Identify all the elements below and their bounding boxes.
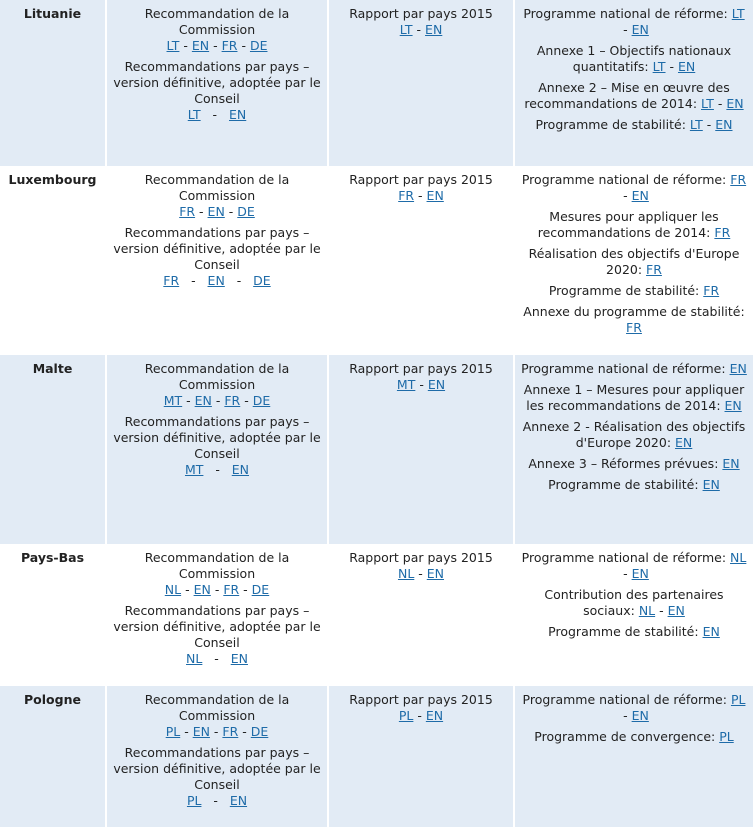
table-row [0, 355, 753, 544]
link-separator: - [619, 188, 632, 203]
language-links [165, 582, 269, 597]
language-links [722, 456, 739, 471]
document-label: Rapport par pays 2015 [349, 361, 493, 376]
document-label: Mesures pour appliquer les recommandations de 2014: [537, 209, 719, 240]
language-link-mt[interactable]: MT [163, 393, 183, 408]
language-links [186, 651, 248, 666]
link-separator: - [415, 377, 428, 392]
link-separator: - [702, 117, 716, 132]
document-label: Rapport par pays 2015 [349, 692, 493, 707]
language-link-mt[interactable]: MT [184, 462, 204, 477]
link-separator: - [619, 22, 632, 37]
document-entry [521, 172, 747, 204]
language-links [398, 188, 444, 203]
recommendations-cell [106, 544, 328, 686]
language-link-pl[interactable]: PL [186, 793, 202, 808]
language-link-en[interactable]: EN [722, 456, 740, 471]
language-links [703, 477, 720, 492]
language-link-de[interactable]: DE [251, 582, 270, 597]
link-separator: - [414, 566, 427, 581]
country-name: Pologne [0, 686, 106, 827]
table-row [0, 544, 753, 686]
national-programmes-cell [514, 166, 753, 355]
document-entry [113, 745, 321, 809]
language-link-pl[interactable]: PL [730, 692, 746, 707]
link-separator: - [240, 393, 253, 408]
language-links [703, 283, 719, 298]
language-link-fr[interactable]: FR [179, 204, 196, 219]
document-label: Recommandations par pays – version définitive, adoptée par le Conseil [113, 745, 321, 792]
document-label: Programme national de réforme: [521, 550, 731, 565]
language-link-fr[interactable]: FR [222, 724, 239, 739]
language-link-en[interactable]: EN [724, 398, 742, 413]
language-link-nl[interactable]: NL [730, 550, 747, 565]
language-link-en[interactable]: EN [715, 117, 733, 132]
language-link-en[interactable]: EN [631, 566, 649, 581]
country-name: Malte [0, 355, 106, 544]
language-link-en[interactable]: EN [191, 38, 210, 53]
document-entry [335, 172, 507, 204]
language-link-lt[interactable]: LT [652, 59, 666, 74]
link-separator: - [224, 273, 254, 288]
document-entry [335, 692, 507, 724]
language-link-lt[interactable]: LT [187, 107, 201, 122]
language-links [188, 107, 247, 122]
language-link-nl[interactable]: NL [638, 603, 656, 618]
link-separator: - [665, 59, 678, 74]
language-links [398, 566, 444, 581]
national-programmes-cell [514, 544, 753, 686]
language-link-en[interactable]: EN [427, 377, 446, 392]
link-separator: - [181, 582, 194, 597]
document-entry [113, 172, 321, 220]
country-name: Pays-Bas [0, 544, 106, 686]
language-link-en[interactable]: EN [426, 188, 444, 203]
language-link-fr[interactable]: FR [224, 393, 241, 408]
language-link-fr[interactable]: FR [730, 172, 747, 187]
document-label: Programme de stabilité: [548, 624, 703, 639]
language-link-de[interactable]: DE [250, 724, 269, 739]
language-link-de[interactable]: DE [237, 204, 255, 219]
language-links [626, 320, 642, 335]
link-separator: - [224, 204, 238, 219]
language-link-en[interactable]: EN [230, 651, 248, 666]
link-separator: - [201, 793, 230, 808]
language-link-en[interactable]: EN [231, 462, 250, 477]
document-entry [521, 283, 747, 299]
language-link-de[interactable]: DE [253, 273, 271, 288]
document-label: Annexe du programme de stabilité: [523, 304, 745, 319]
country-name: Lituanie [0, 0, 106, 166]
link-separator: - [414, 188, 427, 203]
language-link-mt[interactable]: MT [396, 377, 416, 392]
document-entry [335, 550, 507, 582]
link-separator: - [182, 393, 195, 408]
table-row [0, 0, 753, 166]
document-entry [521, 117, 747, 133]
table-row [0, 166, 753, 355]
recommendations-cell [106, 166, 328, 355]
document-entry [521, 550, 747, 582]
language-link-fr[interactable]: FR [221, 38, 238, 53]
document-label: Recommandation de la Commission [144, 550, 290, 581]
document-label: Programme national de réforme: [523, 6, 732, 21]
document-label: Annexe 1 – Mesures pour appliquer les recommandations de 2014: [523, 382, 745, 413]
language-link-lt[interactable]: LT [399, 22, 413, 37]
language-links [164, 393, 271, 408]
language-links [725, 398, 742, 413]
language-links [397, 377, 445, 392]
link-separator: - [412, 22, 426, 37]
language-link-en[interactable]: EN [675, 435, 693, 450]
document-label: Annexe 2 – Mise en œuvre des recommandations de 2014: [524, 80, 730, 111]
document-entry [335, 361, 507, 393]
link-separator: - [619, 708, 632, 723]
document-entry [521, 209, 747, 241]
document-label: Recommandations par pays – version définitive, adoptée par le Conseil [113, 603, 321, 650]
document-entry [113, 603, 321, 667]
document-entry [521, 304, 747, 336]
link-separator: - [413, 708, 426, 723]
link-separator: - [179, 38, 192, 53]
language-link-en[interactable]: EN [631, 188, 649, 203]
language-link-pl[interactable]: PL [398, 708, 414, 723]
language-link-lt[interactable]: LT [731, 6, 745, 21]
document-entry [113, 692, 321, 740]
language-link-en[interactable]: EN [194, 393, 212, 408]
language-links [714, 225, 730, 240]
document-label: Recommandations par pays – version définitive, adoptée par le Conseil [113, 414, 321, 461]
document-entry [521, 729, 747, 745]
language-link-nl[interactable]: NL [397, 566, 415, 581]
document-label: Réalisation des objectifs d'Europe 2020: [528, 246, 740, 277]
document-label: Recommandations par pays – version définitive, adoptée par le Conseil [113, 59, 321, 106]
document-entry [335, 6, 507, 38]
language-link-en[interactable]: EN [193, 582, 211, 597]
document-entry [113, 6, 321, 54]
document-label: Annexe 2 - Réalisation des objectifs d'Europe 2020: [522, 419, 746, 450]
recommendations-cell [106, 686, 328, 827]
document-label: Recommandation de la Commission [144, 6, 290, 37]
link-separator: - [209, 724, 223, 739]
document-entry [113, 550, 321, 598]
language-link-lt[interactable]: LT [701, 96, 714, 111]
language-link-pl[interactable]: PL [719, 729, 734, 744]
link-separator: - [238, 724, 251, 739]
country-report-cell [328, 166, 514, 355]
language-link-lt[interactable]: LT [689, 117, 703, 132]
country-report-cell [328, 686, 514, 827]
document-label: Programme national de réforme: [522, 692, 731, 707]
link-separator: - [200, 107, 229, 122]
language-links [400, 22, 443, 37]
document-entry [521, 382, 747, 414]
document-entry [521, 361, 747, 377]
document-entry [113, 361, 321, 409]
table-row [0, 686, 753, 827]
country-report-cell [328, 544, 514, 686]
document-label: Programme de stabilité: [548, 477, 703, 492]
document-entry [521, 477, 747, 493]
document-label: Rapport par pays 2015 [349, 6, 493, 21]
document-label: Programme national de réforme: [521, 172, 731, 187]
document-label: Programme de convergence: [534, 729, 720, 744]
language-links [730, 361, 747, 376]
link-separator: - [179, 273, 208, 288]
document-label: Annexe 1 – Objectifs nationaux quantitatifs: [536, 43, 732, 74]
language-link-en[interactable]: EN [729, 361, 747, 376]
link-separator: - [209, 38, 222, 53]
document-entry [521, 456, 747, 472]
document-entry [521, 6, 747, 38]
link-separator: - [202, 651, 231, 666]
national-programmes-cell [514, 355, 753, 544]
document-label: Rapport par pays 2015 [349, 172, 493, 187]
language-links [703, 624, 720, 639]
language-link-en[interactable]: EN [631, 708, 649, 723]
document-entry [113, 59, 321, 123]
link-separator: - [211, 393, 225, 408]
language-link-fr[interactable]: FR [223, 582, 240, 597]
language-link-en[interactable]: EN [207, 273, 225, 288]
language-link-en[interactable]: EN [726, 96, 744, 111]
national-programmes-cell [514, 686, 753, 827]
document-label: Programme de stabilité: [535, 117, 690, 132]
country-name: Luxembourg [0, 166, 106, 355]
language-links [179, 204, 255, 219]
language-links [163, 273, 270, 288]
language-links [675, 435, 692, 450]
link-separator: - [237, 38, 250, 53]
language-link-en[interactable]: EN [631, 22, 649, 37]
language-link-en[interactable]: EN [229, 793, 248, 808]
document-entry [521, 80, 747, 112]
document-label: Programme national de réforme: [521, 361, 730, 376]
link-separator: - [210, 582, 224, 597]
language-link-nl[interactable]: NL [164, 582, 182, 597]
document-label: Recommandations par pays – version définitive, adoptée par le Conseil [113, 225, 321, 272]
language-link-de[interactable]: DE [249, 38, 268, 53]
link-separator: - [655, 603, 668, 618]
language-link-fr[interactable]: FR [703, 283, 720, 298]
document-entry [521, 246, 747, 278]
country-report-cell [328, 0, 514, 166]
link-separator: - [619, 566, 632, 581]
link-separator: - [203, 462, 232, 477]
language-link-fr[interactable]: FR [626, 320, 642, 335]
document-entry [113, 225, 321, 289]
recommendations-cell [106, 0, 328, 166]
language-links [185, 462, 249, 477]
document-entry [521, 419, 747, 451]
recommendations-cell [106, 355, 328, 544]
document-label: Contribution des partenaires sociaux: [544, 587, 724, 618]
national-programmes-cell [514, 0, 753, 166]
link-separator: - [195, 204, 208, 219]
language-links [690, 117, 733, 132]
language-links [639, 603, 685, 618]
language-link-en[interactable]: EN [667, 603, 685, 618]
language-link-de[interactable]: DE [252, 393, 271, 408]
language-link-pl[interactable]: PL [165, 724, 181, 739]
document-entry [521, 692, 747, 724]
document-label: Recommandation de la Commission [144, 692, 290, 723]
language-links [166, 724, 269, 739]
link-separator: - [239, 582, 252, 597]
language-links [399, 708, 443, 723]
language-link-en[interactable]: EN [426, 566, 445, 581]
document-label: Annexe 3 – Réformes prévues: [528, 456, 723, 471]
language-link-en[interactable]: EN [192, 724, 210, 739]
document-entry [521, 587, 747, 619]
language-link-lt[interactable]: LT [166, 38, 180, 53]
language-link-en[interactable]: EN [702, 624, 720, 639]
document-entry [521, 624, 747, 640]
document-entry [113, 414, 321, 478]
language-links [701, 96, 744, 111]
document-entry [521, 43, 747, 75]
language-links [719, 729, 734, 744]
language-link-fr[interactable]: FR [398, 188, 415, 203]
link-separator: - [180, 724, 193, 739]
link-separator: - [713, 96, 727, 111]
document-label: Recommandation de la Commission [144, 361, 290, 392]
language-link-en[interactable]: EN [702, 477, 720, 492]
document-label: Rapport par pays 2015 [349, 550, 493, 565]
language-link-fr[interactable]: FR [714, 225, 731, 240]
language-link-nl[interactable]: NL [186, 651, 203, 666]
language-link-en[interactable]: EN [207, 204, 225, 219]
language-link-en[interactable]: EN [425, 708, 444, 723]
language-link-en[interactable]: EN [425, 22, 443, 37]
language-links [167, 38, 268, 53]
country-report-cell [328, 355, 514, 544]
language-link-fr[interactable]: FR [646, 262, 662, 277]
document-label: Recommandation de la Commission [144, 172, 290, 203]
language-links [646, 262, 662, 277]
language-links [653, 59, 696, 74]
document-label: Programme de stabilité: [548, 283, 704, 298]
language-link-en[interactable]: EN [229, 107, 247, 122]
language-link-fr[interactable]: FR [163, 273, 180, 288]
language-links [187, 793, 247, 808]
language-link-en[interactable]: EN [677, 59, 696, 74]
